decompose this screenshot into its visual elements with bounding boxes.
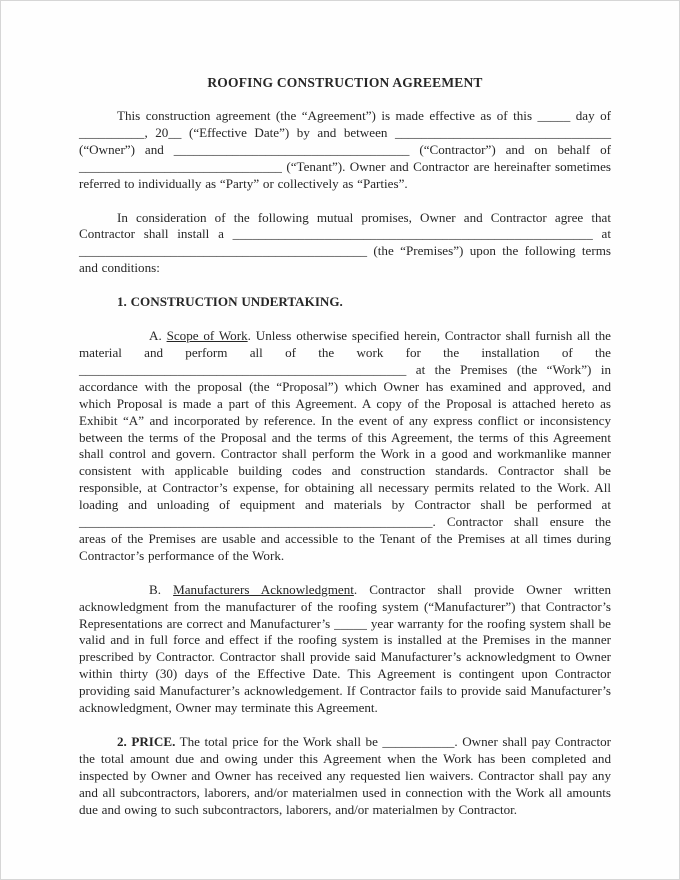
text-run: at	[592, 226, 611, 242]
document-content	[79, 75, 611, 836]
paragraph-price	[79, 734, 611, 819]
fill-in-blank: __________________________________________________	[79, 361, 407, 377]
bold-run: 1. CONSTRUCTION UNDERTAKING.	[117, 294, 343, 310]
text-run: (“Tenant”). Owner and Contractor are hereinafter sometimes referred to individually as “Party” or collectively as “Parties”.	[79, 158, 611, 191]
fill-in-blank: ____________________________________	[173, 141, 410, 157]
text-run: at the Premises (the “Work”) in accordance with the proposal (the “Proposal”) which Owner has examined and approved, and which Proposal is made a part of this Agreement. A copy of the Proposal is attached hereto as Exhibit “A” and incorporated by reference. In the event of any express conflict or inconsistency between the terms of the Proposal and the terms of this Agreement, the terms of this Agreement shall control and govern. Contractor shall perform the Work in a good and workmanlike manner consistent with applicable building codes and construction standards. Contractor shall be responsible, at Contractor’s expense, for obtaining all necessary permits related to the Work. All loading and unloading of equipment and materials by Contractor shall be performed at	[79, 361, 611, 513]
fill-in-blank: _______________________________________________________	[232, 226, 593, 242]
text-run: (the “Premises”) upon the following terms and conditions:	[79, 243, 611, 276]
text-run: year warranty for the roofing system shall be valid and in full force and effect if the roofing system is installed at the Premises in the manner prescribed by Contractor. Contractor shall provide said Manufacturer’s acknowledgment to Owner within thirty (30) days of the Effective Date. This Agreement is contingent upon Contractor providing said Manufacturer’s acknowledgement. If Contractor fails to provide said Manufacturer’s acknowledgment, Owner may terminate this Agreement.	[79, 615, 611, 716]
text-run: A.	[149, 328, 167, 344]
fill-in-blank: ___________	[382, 734, 455, 749]
paragraph-scope-of-work	[79, 328, 611, 565]
text-run: , 20	[144, 124, 169, 140]
fill-in-blank: _________________________________	[394, 124, 611, 140]
document-title: ROOFING CONSTRUCTION AGREEMENT	[207, 75, 483, 90]
text-run: . Contractor shall provide Owner written acknowledgment from the manufacturer of the roofing system (“Manufacturer”) that Contractor’s Representations are correct and Manufacturer’s	[79, 581, 611, 631]
document-body	[79, 108, 611, 819]
text-run: . Owner shall pay Contractor the total amount due and owing under this Agreement when the Work has been completed and inspected by Owner and Owner has received any requested lien waivers. Contractor shall pay any and all subcontractors, laborers, and/or materialmen used in connection with the Work all amounts due and owing to such subcontractors, laborers, and/or materialmen by Contractor.	[79, 734, 611, 817]
text-run: (“Contractor”) and on behalf of	[409, 141, 611, 157]
underlined-term: Manufacturers Acknowledgment	[173, 581, 354, 597]
text-run: . Unless otherwise specified herein, Contractor shall furnish all the material and perform all of the work for the installation of the	[79, 328, 611, 360]
text-run: B.	[149, 581, 174, 597]
bold-run: 2. PRICE.	[117, 734, 176, 749]
text-run: (“Owner”) and	[79, 141, 174, 157]
fill-in-blank: _____	[537, 108, 571, 123]
fill-in-blank: _____	[334, 615, 367, 631]
paragraph-manufacturers-acknowledgment	[79, 582, 611, 717]
text-run: day of	[570, 108, 611, 123]
heading-construction-undertaking	[79, 294, 611, 311]
text-run: The total price for the Work shall be	[175, 734, 383, 749]
paragraph-consideration	[79, 210, 611, 278]
text-run: . Contractor shall ensure the areas of the Premises are usable and accessible to the Tenant of the Premises at all times during Contractor’s performance of the Work.	[79, 514, 611, 563]
text-run: (“Effective Date”) by and between	[181, 124, 395, 140]
fill-in-blank: ____________________________________________	[79, 243, 368, 259]
text-run: This construction agreement (the “Agreement”) is made effective as of this	[117, 108, 538, 123]
text-run: In consideration of the following mutual promises, Owner and Contractor agree that Contractor shall install a	[79, 209, 611, 242]
paragraph-preamble	[79, 108, 611, 193]
fill-in-blank: _______________________________	[79, 158, 282, 174]
fill-in-blank: __________	[79, 124, 145, 140]
fill-in-blank: ______________________________________________________	[79, 514, 433, 530]
underlined-term: Scope of Work	[166, 328, 248, 344]
fill-in-blank: __	[168, 124, 182, 140]
